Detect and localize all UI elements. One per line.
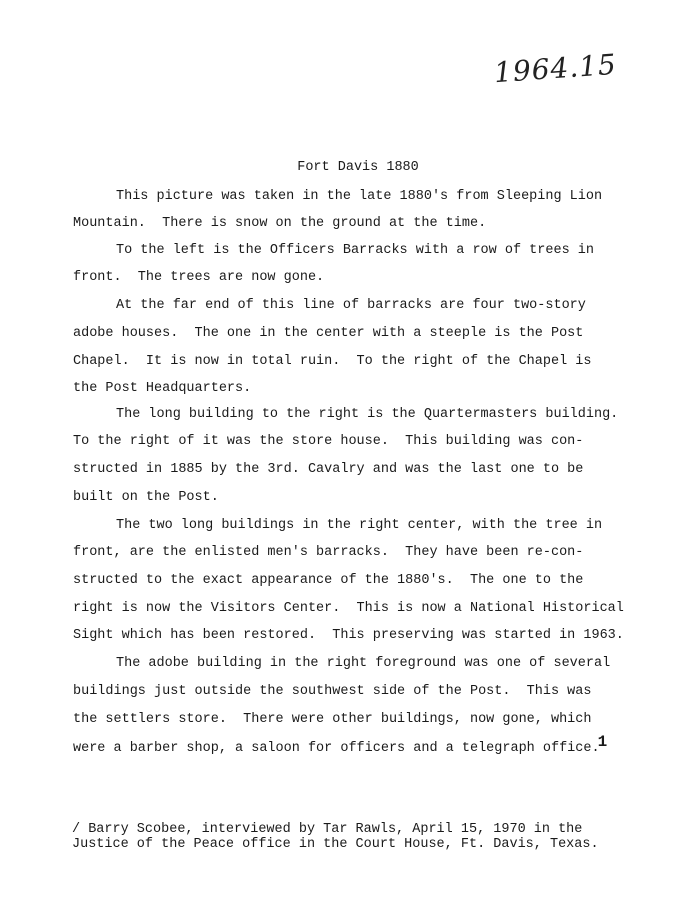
footnote-marker: 1 <box>597 733 608 751</box>
text-line: front. The trees are now gone. <box>73 270 325 285</box>
text-line-content: were a barber shop, a saloon for officers and a telegraph office. <box>73 741 600 756</box>
text-line: This picture was taken in the late 1880's from Sleeping Lion <box>116 189 603 204</box>
text-line: front, are the enlisted men's barracks. They have been re-con- <box>73 545 584 560</box>
text-line: right is now the Visitors Center. This is now a National Historical <box>73 601 624 616</box>
text-line: the Post Headquarters. <box>73 381 252 396</box>
text-line: Mountain. There is snow on the ground at the time. <box>73 216 487 231</box>
text-line: The adobe building in the right foreground was one of several <box>116 656 611 671</box>
text-line: The two long buildings in the right center, with the tree in <box>116 518 603 533</box>
text-line: adobe houses. The one in the center with a steeple is the Post <box>73 326 584 341</box>
text-line: To the left is the Officers Barracks with a row of trees in <box>116 243 594 258</box>
handwritten-annotation: 1964.15 <box>492 47 618 90</box>
text-line: the settlers store. There were other buildings, now gone, which <box>73 712 592 727</box>
text-line: structed in 1885 by the 3rd. Cavalry and was the last one to be <box>73 462 584 477</box>
text-line: buildings just outside the southwest side of the Post. This was <box>73 684 592 699</box>
footnote-line: Justice of the Peace office in the Court House, Ft. Davis, Texas. <box>72 837 599 852</box>
text-line: Sight which has been restored. This preserving was started in 1963. <box>73 628 624 643</box>
text-line: To the right of it was the store house. This building was con- <box>73 434 584 449</box>
text-line: built on the Post. <box>73 490 219 505</box>
document-title: Fort Davis 1880 <box>297 160 419 175</box>
text-line: The long building to the right is the Quartermasters building. <box>116 407 619 422</box>
footnote-line: / Barry Scobee, interviewed by Tar Rawls, April 15, 1970 in the <box>72 822 583 837</box>
text-line: Chapel. It is now in total ruin. To the right of the Chapel is <box>73 354 592 369</box>
text-line: structed to the exact appearance of the 1880's. The one to the <box>73 573 584 588</box>
text-line <box>73 733 609 758</box>
text-line: At the far end of this line of barracks are four two-story <box>116 298 586 313</box>
